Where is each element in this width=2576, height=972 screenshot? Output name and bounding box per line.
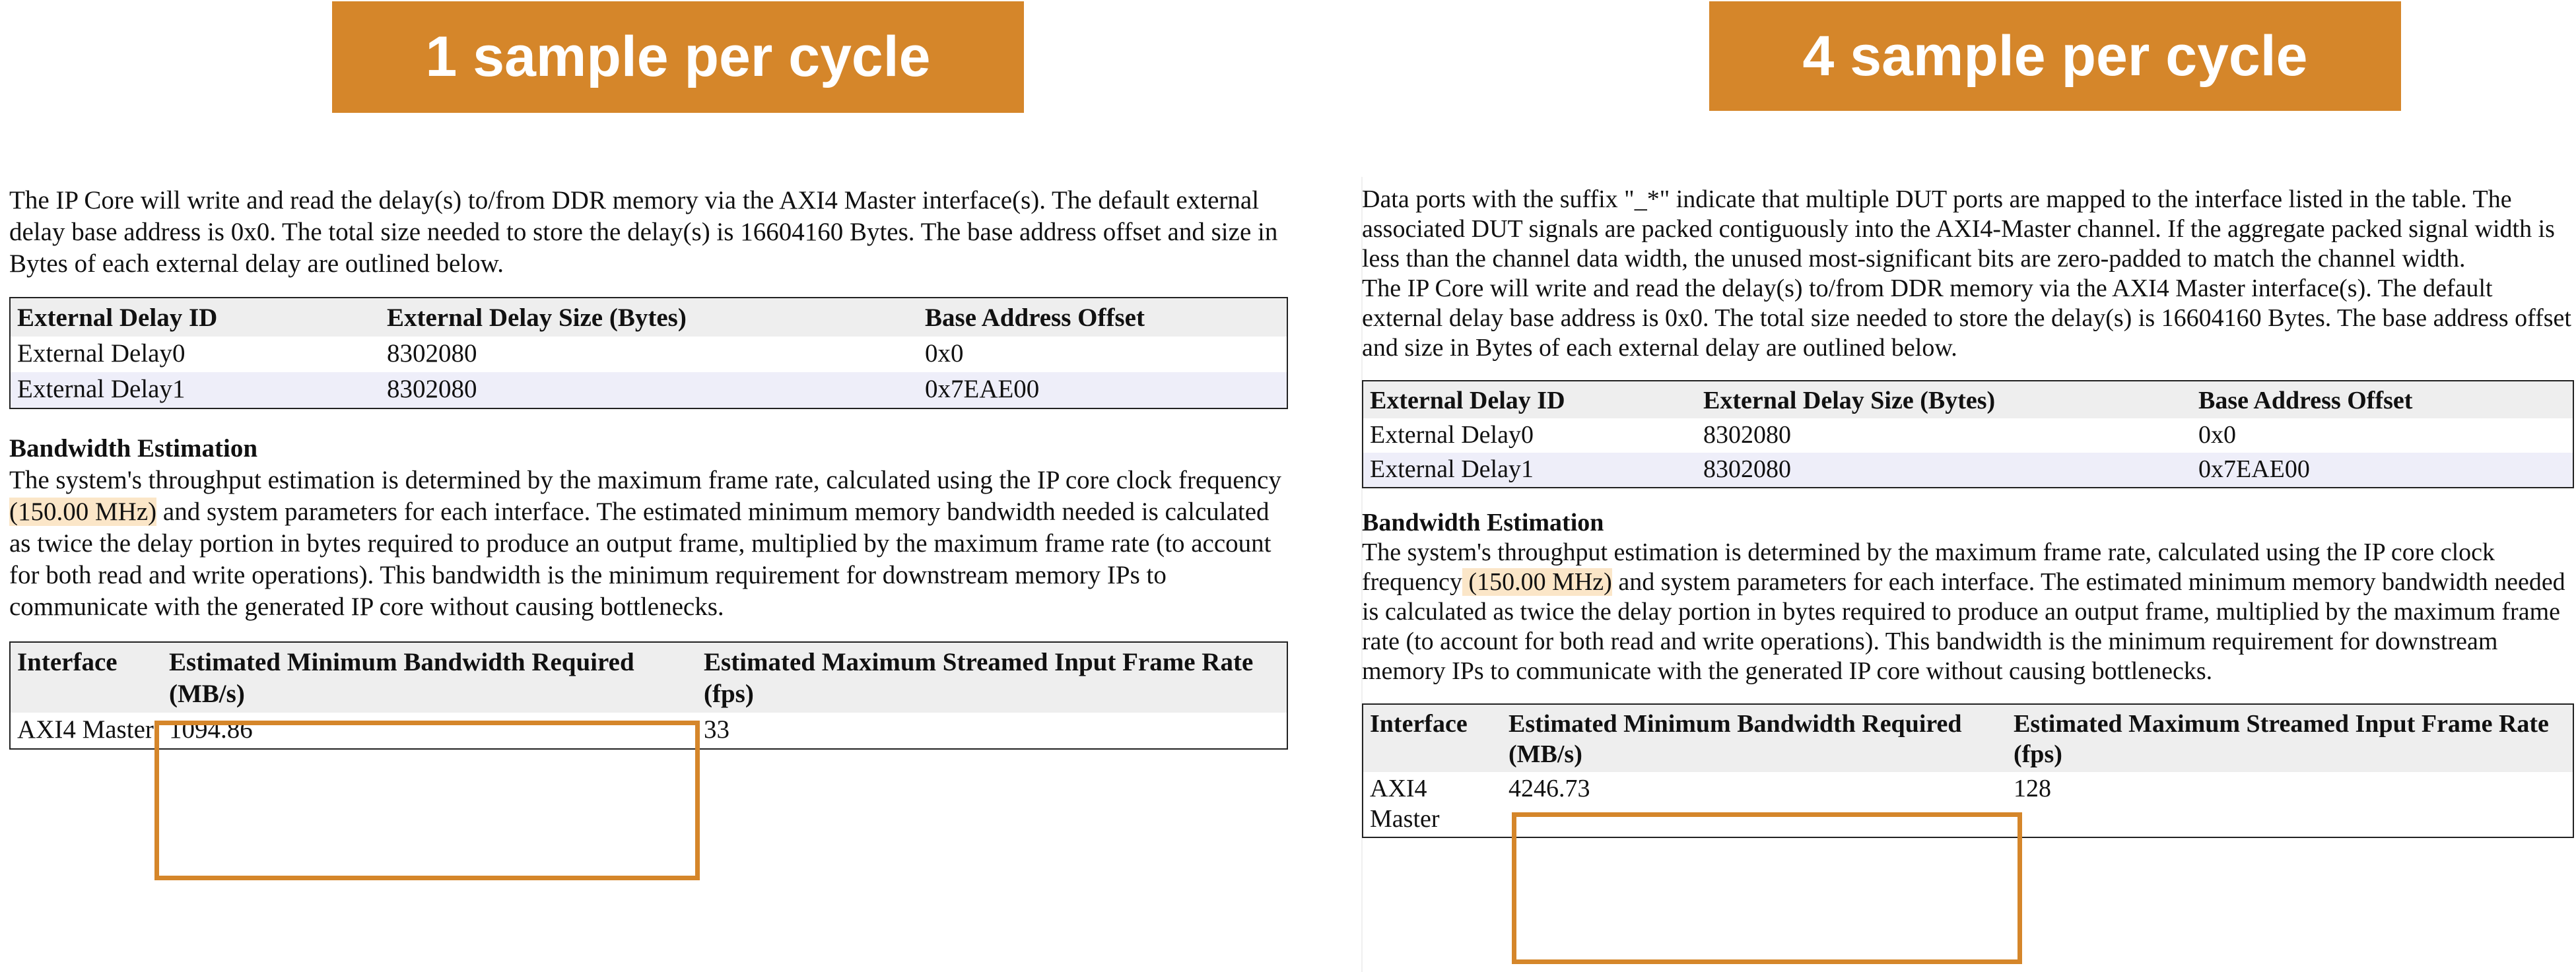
column-header: Estimated Minimum Bandwidth Required (MB/s) [162,642,697,713]
table-header-row [10,298,1287,337]
external-delay-table [1362,380,2574,488]
table-header-row [1363,381,2573,418]
table-cell: External Delay1 [10,372,380,408]
table-row [1363,418,2573,453]
table-header-row [10,642,1287,713]
table-row [10,713,1287,749]
bandwidth-table [9,641,1288,750]
table-cell: 4246.73 [1502,772,2007,837]
column-header: External Delay ID [1363,381,1697,418]
table-cell: 33 [697,713,1287,749]
bandwidth-estimation-paragraph [1362,538,2576,686]
bandwidth-estimation-paragraph [9,465,1289,623]
table-cell: External Delay0 [10,337,380,372]
bandwidth-text: and system parameters for each interface. The estimated minimum memory bandwidth needed is calculated as twice the delay portion in bytes required to produce an output frame, multiplied by the maximum frame rate (to account for both read and write operations). This bandwidth is the minimum requirement for downstream memory IPs to communicate with the generated IP core without causing bottlenecks. [1362,568,2565,685]
bandwidth-text: The system's throughput estimation is determined by the maximum frame rate, calculated using the IP core clock frequency [9,466,1281,494]
external-delay-table [9,297,1288,409]
table-cell: External Delay1 [1363,453,1697,488]
table-cell: AXI4 Master [1363,772,1502,837]
table-cell: 0x7EAE00 [918,372,1287,408]
table-cell: External Delay0 [1363,418,1697,453]
column-header: Base Address Offset [2192,381,2573,418]
report-panel-right [1362,177,2576,838]
column-header: External Delay Size (Bytes) [380,298,918,337]
table-cell: 8302080 [1697,418,2192,453]
table-row [10,337,1287,372]
table-cell: 8302080 [380,337,918,372]
table-row [10,372,1287,408]
banner-4-sample-per-cycle: 4 sample per cycle [1709,1,2401,111]
table-cell: 1094.86 [162,713,697,749]
bandwidth-table [1362,703,2574,838]
bandwidth-text: The system's throughput estimation is determined by the maximum frame rate, calculated using the IP core clock frequency [1362,538,2495,596]
table-cell: 128 [2007,772,2573,837]
bandwidth-text: and system parameters for each interface. The estimated minimum memory bandwidth needed is calculated as twice the delay portion in bytes required to produce an output frame, multiplied by the maximum frame rate (to account for both read and write operations). This bandwidth is the minimum requirement for downstream memory IPs to communicate with the generated IP core without causing bottlenecks. [9,498,1271,621]
ports-note-paragraph: Data ports with the suffix "_*" indicate that multiple DUT ports are mapped to the interface listed in the table. The associated DUT signals are packed contiguously into the AXI4-Master channel. If the aggregate packed signal width is less than the channel data width, the unused most-significant bits are zero-padded to match the channel width. [1362,185,2555,273]
column-header: External Delay ID [10,298,380,337]
bandwidth-estimation-heading: Bandwidth Estimation [9,434,258,463]
table-cell: AXI4 Master [10,713,162,749]
column-header: Base Address Offset [918,298,1287,337]
column-header: Interface [1363,704,1502,772]
report-panel-left [9,185,1289,750]
bandwidth-estimation-heading: Bandwidth Estimation [1362,509,1604,536]
column-header: Estimated Minimum Bandwidth Required (MB/s) [1502,704,2007,772]
delay-intro-paragraph: The IP Core will write and read the delay(s) to/from DDR memory via the AXI4 Master interface(s). The default external delay base address is 0x0. The total size needed to store the delay(s) is 16604160 Bytes. The base address offset and size in Bytes of each external delay are outlined below. [9,186,1278,278]
clock-frequency-highlight: (150.00 MHz) [9,498,157,526]
clock-frequency-highlight: (150.00 MHz) [1462,568,1612,596]
table-row [1363,772,2573,837]
table-header-row [1363,704,2573,772]
column-header: Estimated Maximum Streamed Input Frame Rate (fps) [2007,704,2573,772]
table-row [1363,453,2573,488]
column-header: External Delay Size (Bytes) [1697,381,2192,418]
table-cell: 8302080 [380,372,918,408]
column-header: Estimated Maximum Streamed Input Frame Rate (fps) [697,642,1287,713]
table-cell: 0x7EAE00 [2192,453,2573,488]
banner-1-sample-per-cycle: 1 sample per cycle [332,1,1024,113]
delay-intro-paragraph: The IP Core will write and read the delay(s) to/from DDR memory via the AXI4 Master interface(s). The default external delay base address is 0x0. The total size needed to store the delay(s) is 16604160 Bytes. The base address offset and size in Bytes of each external delay are outlined below. [1362,275,2571,362]
table-cell: 8302080 [1697,453,2192,488]
column-header: Interface [10,642,162,713]
table-cell: 0x0 [918,337,1287,372]
table-cell: 0x0 [2192,418,2573,453]
